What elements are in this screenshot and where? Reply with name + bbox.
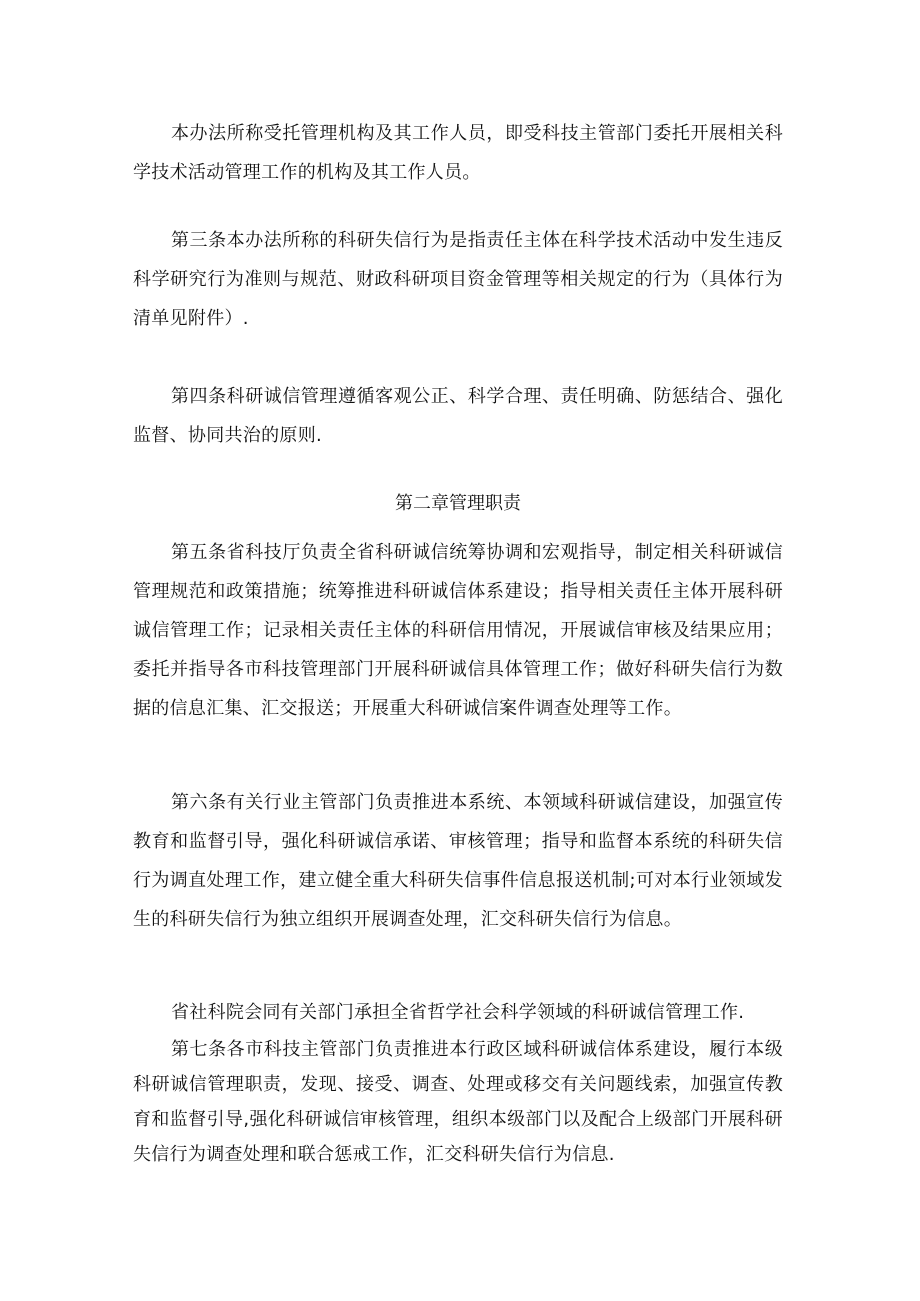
paragraph-entrusted-agencies: 本办法所称受托管理机构及其工作人员，即受科技主管部门委托开展相关科学技术活动管理工作的机构及其工作人员。 — [133, 123, 783, 183]
paragraph-article-4: 第四条科研诚信管理遵循客观公正、科学合理、责任明确、防惩结合、强化监督、协同共治的原则. — [133, 386, 783, 446]
paragraph-article-7: 第七条各市科技主管部门负责推进本行政区域科研诚信体系建设，履行本级科研诚信管理职责，发现、接受、调查、处理或移交有关问题线索，加强宣传教育和监督引导,强化科研诚信审核管理，组织本级部门以及配合上级部门开展科研失信行为调查处理和联合惩戒工作，汇交科研失信行为信息. — [133, 1039, 783, 1165]
paragraph-article-3: 第三条本办法所称的科研失信行为是指责任主体在科学技术活动中发生违反科学研究行为准则与规范、财政科研项目资金管理等相关规定的行为（具体行为清单见附件）. — [133, 230, 783, 329]
chapter-heading: 第二章管理职责 — [395, 493, 521, 514]
paragraph-article-5: 第五条省科技厅负责全省科研诚信统筹协调和宏观指导，制定相关科研诚信管理规范和政策措施；统筹推进科研诚信体系建设；指导相关责任主体开展科研诚信管理工作；记录相关责任主体的科研信用情况，开展诚信审核及结果应用；委托并指导各市科技管理部门开展科研诚信具体管理工作；做好科研失信行为数据的信息汇集、汇交报送；开展重大科研诚信案件调查处理等工作。 — [133, 542, 783, 719]
paragraph-social-science-academy: 省社科院会同有关部门承担全省哲学社会科学领域的科研诚信管理工作. — [171, 1002, 745, 1023]
paragraph-article-6: 第六条有关行业主管部门负责推进本系统、本领域科研诚信建设，加强宣传教育和监督引导，强化科研诚信承诺、审核管理；指导和监督本系统的科研失信行为调直处理工作，建立健全重大科研失信事件信息报送机制;可对本行业领域发生的科研失信行为独立组织开展调查处理，汇交科研失信行为信息。 — [133, 792, 783, 930]
